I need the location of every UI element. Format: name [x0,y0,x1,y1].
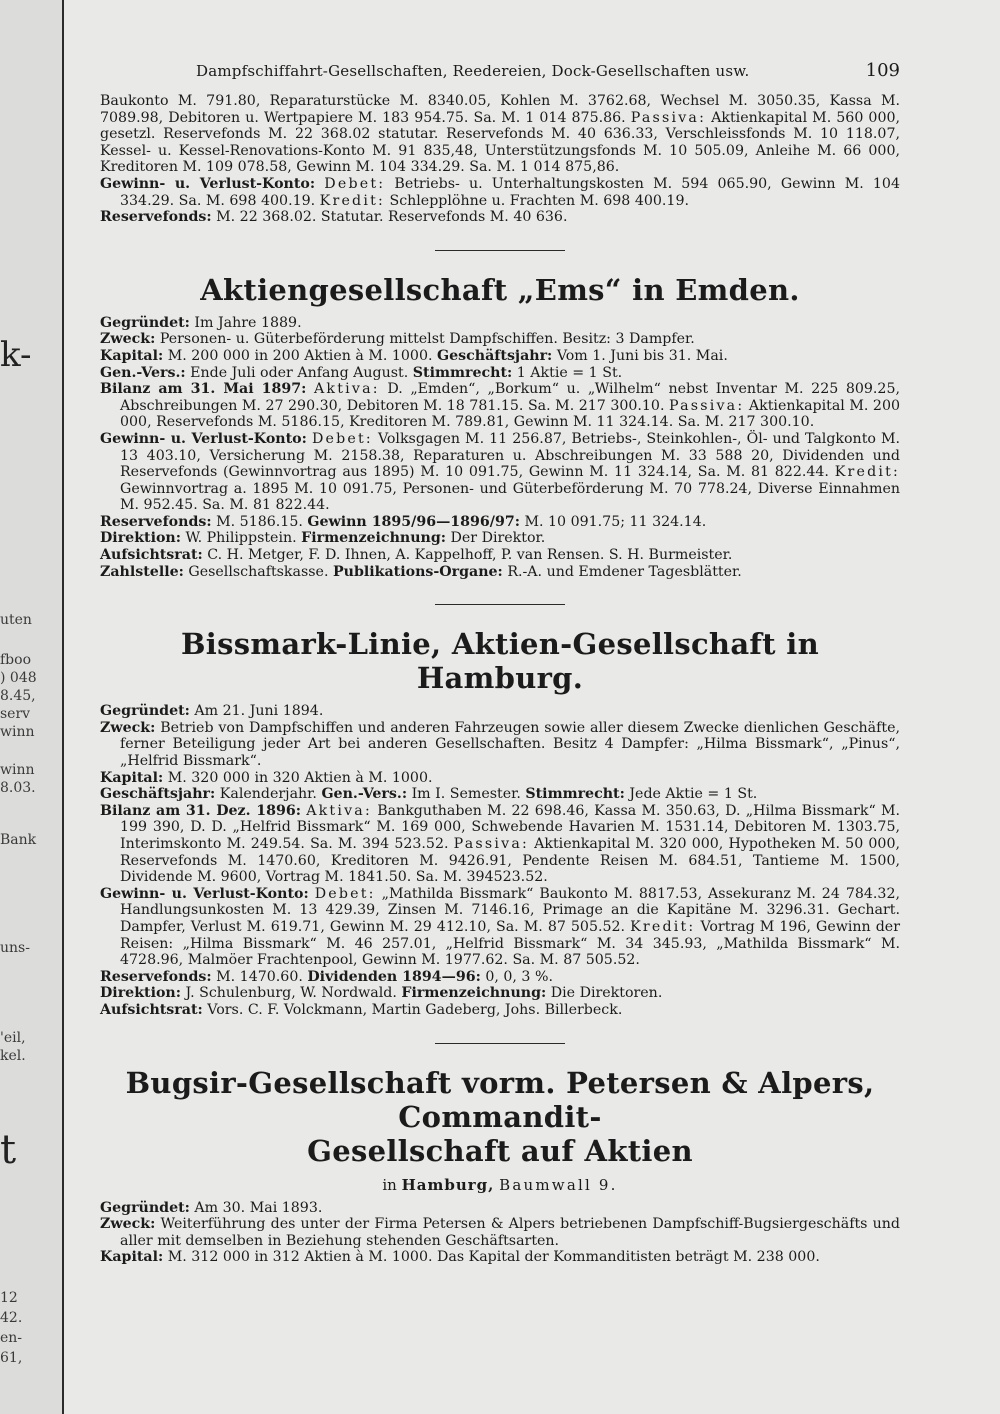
label: Gewinn- u. Verlust-Konto: [100,885,309,902]
value: Jede Aktie = 1 St. [629,786,758,803]
bugsir-section [100,1200,900,1266]
bissmark-gegruendet [100,703,900,720]
value: J. Schulenburg, W. Nordwald. [185,985,397,1002]
guv-label: Gewinn- u. Verlust-Konto: [100,175,316,192]
label: Direktion: [100,985,181,1002]
sub-prefix: in [382,1175,397,1194]
value: 0, 0, 3 %. [485,968,553,985]
passiva-label: Passiva: [669,397,745,414]
bugsir-title-line1: Bugsir-Gesellschaft vorm. Petersen & Alpers, Commandit- [125,1065,875,1134]
label: Zweck: [100,719,156,736]
passiva-label: Passiva: [453,836,529,852]
sub-city: Hamburg, [401,1175,495,1194]
label: Dividenden 1894—96: [307,968,481,985]
label: Stimmrecht: [412,364,513,381]
intro-reserve [100,209,900,226]
debet-label: Debet: [324,175,386,192]
value: Gewinnvortrag a. 1895 M. 10 091.75, Personen- und Güterbeförderung M. 70 778.24, Diverse Einnahmen M. 952.45. Sa. M. 81 822.44. [120,480,900,514]
margin-fragment: winn [0,762,35,778]
bissmark-bilanz [100,803,900,886]
value: M. 10 091.75; 11 324.14. [524,513,707,530]
margin-fragment: 42. [0,1310,23,1326]
kredit-label: Kredit: [834,464,900,481]
value: M. 312 000 in 312 Aktien à M. 1000. Das Kapital der Kommanditisten beträgt M. 238 000. [167,1249,820,1266]
label: Aufsichtsrat: [100,547,203,564]
value: D. „Emden“, „Borkum“ u. „Wilhelm“ nebst Inventar M. 225 809.25, Abschreibungen M. 27 290.30, Debitoren M. 18 781.15. Sa. M. 217 300.10. [120,381,900,414]
label: Gewinn 1895/96—1896/97: [307,513,520,530]
margin-fragment: fboo [0,652,32,668]
label: Publikations-Organe: [332,563,503,580]
label: Gegründet: [100,703,190,720]
margin-fragment: serv [0,706,31,722]
margin-fragment: kel. [0,1048,26,1064]
label: Zweck: [100,331,156,348]
value: Ende Juli oder Anfang August. [190,364,409,381]
value: Am 30. Mai 1893. [194,1199,323,1216]
label: Gegründet: [100,314,190,331]
margin-fragment: en- [0,1330,23,1346]
intro-section [100,93,900,226]
label: Stimmrecht: [525,786,625,803]
debet-label: Debet: [314,885,376,902]
value: 1 Aktie = 1 St. [516,364,623,381]
label: Aufsichtsrat: [100,1001,203,1018]
ems-title: Aktiengesellschaft „Ems“ in Emden. [200,272,800,307]
value: Vom 1. Juni bis 31. Mai. [556,347,728,364]
margin-fragment: winn [0,724,35,740]
label: Reservefonds: [100,968,212,985]
bissmark-title: Bissmark-Linie, Aktien-Gesellschaft in Hamburg. [181,627,819,696]
intro-passiva-text: Aktienkapital M. 560 000, gesetzl. Reservefonds M. 22 368.02 statutar. Reservefonds M. 40 636.33, Verschleissfonds M. 10 118.07, Kessel- u. Kessel-Renovations-Konto M. 91 835,48, Unterstützungsfonds M. 10 505.09, Anleihe M. 66 000, Kreditoren M. 109 078.58, Gewinn M. 104 334.29. Sa. M. 1 014 875,86. [100,109,901,176]
margin-fragment: 61, [0,1350,23,1366]
value: M. 5186.15. [216,513,303,530]
label: Bilanz am 31. Dez. 1896: [100,802,301,819]
label: Geschäftsjahr: [437,347,553,364]
value: Vors. C. F. Volckmann, Martin Gadeberg, Johs. Billerbeck. [207,1001,623,1018]
margin-fragment: 8.45, [0,688,36,704]
ems-kapital [100,348,900,365]
ems-gegruendet [100,315,900,332]
bissmark-zweck [100,720,900,770]
value: C. H. Metger, F. D. Ihnen, A. Kappelhoff, P. van Rensen. S. H. Burmeister. [207,547,733,564]
bissmark-geschaeftsjahr [100,786,900,803]
label: Zweck: [100,1216,156,1233]
value: Personen- u. Güterbeförderung mittelst Dampfschiffen. Besitz: 3 Dampfer. [159,331,695,348]
margin-fragment: k- [0,335,32,375]
value: M. 200 000 in 200 Aktien à M. 1000. [167,347,433,364]
value: Der Direktor. [450,530,546,547]
margin-fragment: ) 048 [0,670,37,686]
left-page-margin [0,0,64,1414]
guv-text: Betriebs- u. Unterhaltungskosten M. 594 065.90, Gewinn M. 104 334.29. Sa. M. 698 400.19. [120,175,900,209]
intro-aktiva-text: Baukonto M. 791.80, Reparaturstücke M. 8340.05, Kohlen M. 3762.68, Wechsel M. 3050.35, Kassa M. 7089.98, Debitoren u. Wertpapiere M. 183 954.75. Sa. M. 1 014 875.86. [100,93,900,126]
bissmark-guv [100,886,900,969]
running-header [196,60,900,81]
header-title: Dampfschiffahrt-Gesellschaften, Reedereien, Dock-Gesellschaften usw. [196,62,750,80]
margin-fragment: uten [0,612,32,628]
reserve-label: Reservefonds: [100,209,212,226]
value: W. Philippstein. [185,530,297,547]
ems-genvers [100,365,900,382]
value: Betrieb von Dampfschiffen und anderen Fahrzeugen sowie aller diesem Zwecke dienlichen Geschäfte, ferner Beteiligung jeder Art bei anderen Gesellschaften. Besitz 4 Dampfer: „Hilma Bissmark“, „Pinus“, „Helfrid Bissmark“. [120,719,901,770]
value: Am 21. Juni 1894. [194,703,324,720]
value: Weiterführung des unter der Firma Petersen & Alpers betriebenen Dampfschiff-Bugsiergeschäfts und aller mit demselben in Beziehung stehenden Geschäftsarten. [120,1216,900,1249]
label: Gegründet: [100,1199,190,1216]
margin-fragment: 'eil, [0,1030,26,1046]
label: Gen.-Vers.: [100,364,186,381]
page [100,60,900,1400]
ems-aufsichtsrat [100,547,900,564]
bugsir-subtitle [100,1176,900,1194]
ems-reserve [100,514,900,531]
intro-balance [100,93,900,176]
bissmark-aufsichtsrat [100,1002,900,1019]
label: Gen.-Vers.: [321,786,408,803]
value: M. 1470.60. [216,968,303,985]
label: Geschäftsjahr: [100,786,216,803]
margin-fragment: 12 [0,1290,18,1306]
value: Im Jahre 1889. [194,314,302,331]
margin-fragment: Bank [0,832,37,848]
value: M. 320 000 in 320 Aktien à M. 1000. [167,769,433,786]
value: Vortrag M 196, Gewinn der Reisen: „Hilma Bissmark“ M. 46 257.01, „Helfrid Bissmark“ M. 34 345.93, „Mathilda Bissmark“ M. 4728.96, Malmöer Frachtenpool, Gewinn M. 1977.62. Sa. M. 87 505.52. [120,918,900,969]
bugsir-title [100,1066,900,1168]
ems-guv [100,431,900,514]
bissmark-kapital [100,770,900,787]
value: R.-A. und Emdener Tagesblätter. [507,563,742,580]
margin-fragment: t [0,1127,17,1173]
label: Firmenzeichnung: [301,530,446,547]
kredit-label: Kredit: [319,192,385,209]
section-divider [435,1043,565,1044]
label: Zahlstelle: [100,563,184,580]
kredit-text: Schlepplöhne u. Frachten M. 698 400.19. [389,192,689,209]
ems-direktion [100,530,900,547]
bugsir-title-line2: Gesellschaft auf Aktien [307,1133,693,1168]
reserve-text: M. 22 368.02. Statutar. Reservefonds M. 40 636. [216,209,568,226]
label: Direktion: [100,530,181,547]
kredit-label: Kredit: [630,918,696,935]
value: Die Direktoren. [550,985,663,1002]
margin-fragment: 8.03. [0,780,36,796]
label: Reservefonds: [100,513,212,530]
bissmark-section [100,703,900,1018]
section-divider [435,250,565,251]
label: Gewinn- u. Verlust-Konto: [100,430,307,447]
value: Bankguthaben M. 22 698.46, Kassa M. 350.63, D. „Hilma Bissmark“ M. 199 390, D. D. „Helfrid Bissmark“ M. 169 000, Schwebende Havarien M. 1531.14, Debitoren M. 1303.75, Interimskonto M. 249.54. Sa. M. 394 523.52. [120,802,901,852]
value: Im I. Semester. [411,786,521,803]
intro-guv [100,176,900,209]
value: Volksgagen M. 11 256.87, Betriebs-, Steinkohlen-, Öl- und Talgkonto M. 13 403.10, Versicherung M. 2158.38, Reparaturen u. Abschreibungen M. 33 588 20, Dividenden und Reservefonds (Gewinnvortrag aus 1895) M. 10 091.75, Gewinn M. 11 324.14, Sa. M. 81 822.44. [120,430,901,481]
label: Kapital: [100,769,164,786]
margin-fragment: uns- [0,940,30,956]
value: Kalenderjahr. [219,786,317,803]
value: Aktienkapital M. 200 000, Reservefonds M. 5186.15, Kreditoren M. 789.81, Gewinn M. 11 324.14. Sa. M. 217 300.10. [120,397,900,431]
label: Kapital: [100,1249,164,1266]
bissmark-reserve [100,969,900,986]
bissmark-direktion [100,985,900,1002]
aktiva-label: Aktiva: [313,381,380,398]
ems-section [100,315,900,581]
value: „Mathilda Bissmark“ Baukonto M. 8817.53, Assekuranz M. 24 784.32, Handlungsunkosten M. 13 429.39, Zinsen M. 7146.16, Primage an die Kapitäne M. 3296.31. Gechart. Dampfer, Verlust M. 619.71, Gewinn M. 29 412.10, Sa. M. 87 505.52. [120,885,900,935]
sub-address: Baumwall 9. [499,1175,618,1194]
bugsir-kapital [100,1249,900,1266]
ems-bilanz [100,381,900,431]
passiva-label: Passiva: [630,109,707,126]
value: Gesellschaftskasse. [188,563,329,580]
ems-zahlstelle [100,564,900,581]
page-number: 109 [865,60,900,81]
label: Kapital: [100,347,164,364]
ems-zweck [100,331,900,348]
section-divider [435,604,565,605]
debet-label: Debet: [311,430,373,447]
bugsir-gegruendet [100,1200,900,1217]
bugsir-zweck [100,1216,900,1249]
value: Aktienkapital M. 320 000, Hypotheken M. 50 000, Reservefonds M. 1470.60, Kreditoren M. 9426.91, Pendente Reisen M. 684.51, Tantieme M. 1500, Dividende M. 9600, Vortrag M. 1841.50. Sa. M. 394523.52. [120,836,900,886]
aktiva-label: Aktiva: [306,802,372,819]
label: Bilanz am 31. Mai 1897: [100,381,307,398]
label: Firmenzeichnung: [401,985,547,1002]
